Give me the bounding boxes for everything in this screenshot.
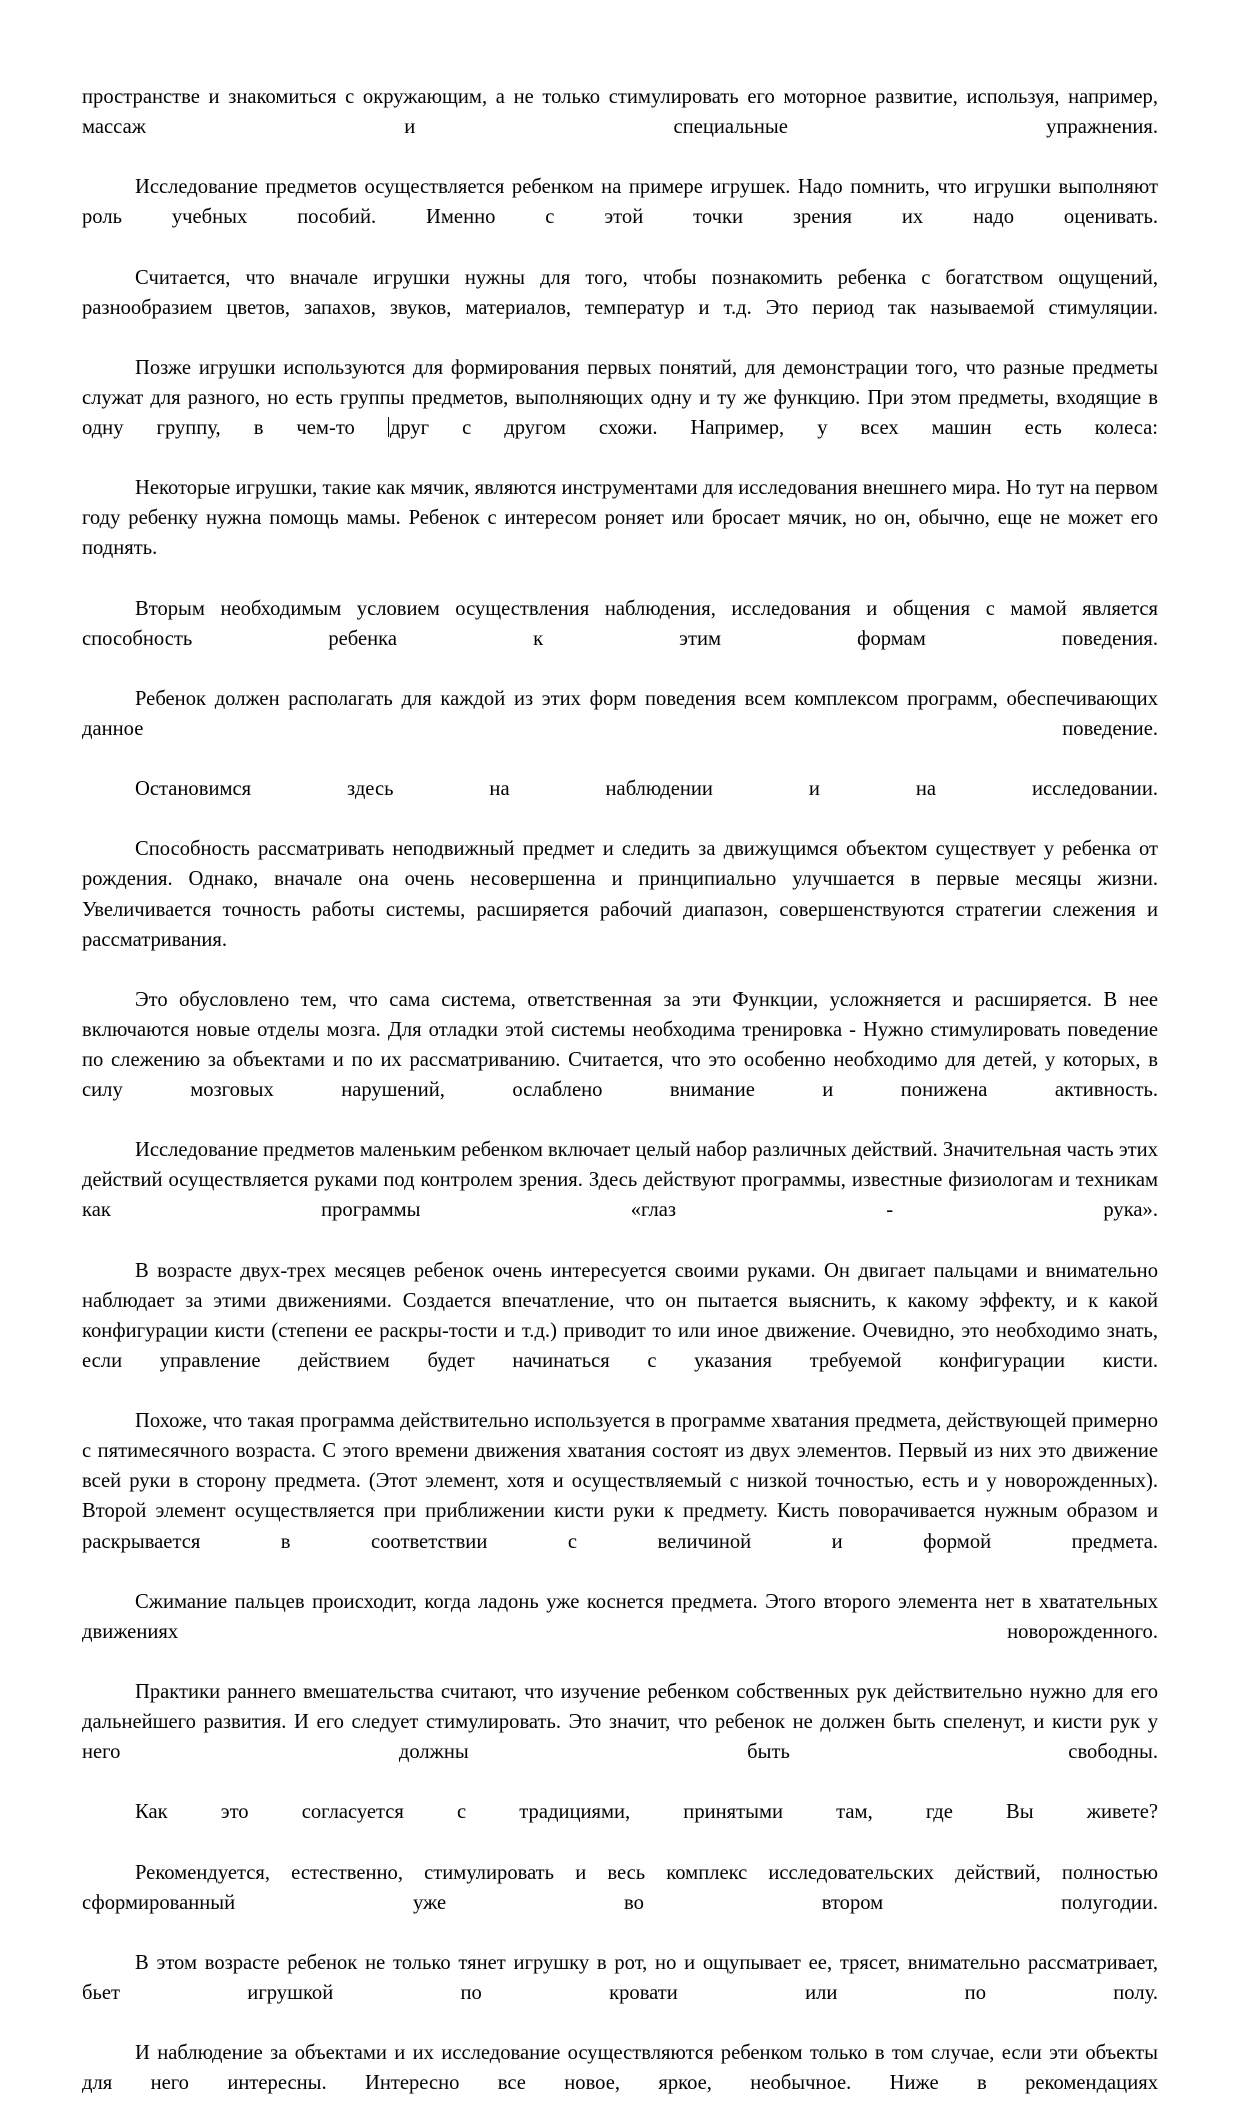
paragraph-4 (82, 353, 1158, 473)
paragraph-14: Сжимание пальцев происходит, когда ладонь уже коснется предмета. Этого второго элемента нет в хватательных движениях новорожденного. (82, 1590, 1158, 1643)
paragraph-13: Похоже, что такая программа действительно используется в программе хватания предмета, действующей примерно с пятимесячного возраста. С этого времени движения хватания состоят из двух элементов. Первый из них это движение всей руки в сторону предмета. (Этот элемент, хотя и осуществляемый с низкой точностью, есть и у новорожденных). Второй элемент осуществляется при приближении кисти руки к предмету. Кисть поворачивается нужным образом и раскрывается в соответствии с величиной и формой предмета. (82, 1410, 1158, 1553)
paragraph-2: Исследование предметов осуществляется ребенком на примере игрушек. Надо помнить, что игрушки выполняют роль учебных пособий. Именно с этой точки зрения их надо оценивать. (82, 176, 1158, 229)
paragraph-9: Способность рассматривать неподвижный предмет и следить за движущимся объектом существует у ребенка от рождения. Однако, вначале она очень несовершенна и принципиально улучшается в первые месяцы жизни. Увеличивается точность работы системы, расширяется рабочий диапазон, совершенствуются стратегии слежения и рассматривания. (82, 838, 1158, 951)
paragraph-15: Практики раннего вмешательства считают, что изучение ребенком собственных рук действительно нужно для его дальнейшего развития. И его следует стимулировать. Это значит, что ребенок не должен быть спеленут, и кисти рук у него должны быть свободны. (82, 1680, 1158, 1764)
paragraph-11: Исследование предметов маленьким ребенком включает целый набор различных действий. Значительная часть этих действий осуществляется руками под контролем зрения. Здесь действуют программы, известные физиологам и техникам как программы «глаз - рука». (82, 1139, 1158, 1222)
paragraph-6: Вторым необходимым условием осуществления наблюдения, исследования и общения с мамой является способность ребенка к этим формам поведения. (82, 597, 1158, 650)
paragraph-10: Это обусловлено тем, что сама система, ответственная за эти Функции, усложняется и расширяется. В нее включаются новые отделы мозга. Для отладки этой системы необходима тренировка - Нужно стимулировать поведение по слежению за объектами и по их рассматриванию. Считается, что это особенно необходимо для детей, у которых, в силу мозговых нарушений, ослаблено внимание и понижена активность. (82, 988, 1158, 1102)
paragraph-16: Как это согласуется с традициями, принятыми там, где Вы живете? (135, 1801, 1158, 1824)
paragraph-18: В этом возрасте ребенок не только тянет игрушку в рот, но и ощупывает ее, трясет, внимательно рассматривает, бьет игрушкой по кровати или по полу. (82, 1951, 1158, 2004)
paragraph-19: И наблюдение за объектами и их исследование осуществляются ребенком только в том случае, если эти объекты для него интересны. Интересно все новое, яркое, необычное. Ниже в рекомендациях (82, 2042, 1158, 2095)
paragraph-7: Ребенок должен располагать для каждой из этих форм поведения всем комплексом программ, обеспечивающих данное поведение. (82, 687, 1158, 740)
text-cursor-caret[interactable] (388, 417, 389, 437)
document-text-body (82, 82, 1158, 2128)
paragraph-1: пространстве и знакомиться с окружающим, а не только стимулировать его моторное развитие, используя, например, массаж и специальные упражнения. (82, 86, 1158, 139)
paragraph-17: Рекомендуется, естественно, стимулировать и весь комплекс исследовательских действий, полностью сформированный уже во втором полугодии. (82, 1861, 1158, 1914)
paragraph-8: Остановимся здесь на наблюдении и на исследовании. (135, 778, 1158, 801)
paragraph-3: Считается, что вначале игрушки нужны для того, чтобы познакомить ребенка с богатством ощущений, разнообразием цветов, запахов, звуков, материалов, температур и т.д. Это период так называемой стимуляции. (82, 266, 1158, 319)
paragraph-4-text-after-caret: друг с другом схожи. Например, у всех машин есть колеса: (389, 417, 1158, 440)
paragraph-5: Некоторые игрушки, такие как мячик, являются инструментами для исследования внешнего мира. Но тут на первом году ребенку нужна помощь мамы. Ребенок с интересом роняет или бросает мячик, но он, обычно, еще не может его поднять. (82, 477, 1158, 560)
paragraph-4-text-before-caret: Позже игрушки используются для формирования первых понятий, для демонстрации того, что разные предметы служат для разного, но есть группы предметов, выполняющих одну и ту же функцию. При этом предметы, входящие в одну группу, в чем-то (82, 356, 1158, 440)
paragraph-12: В возрасте двух-трех месяцев ребенок очень интересуется своими руками. Он двигает пальцами и внимательно наблюдает за этими движениями. Создается впечатление, что он пытается выяснить, к какому эффекту, и к какой конфигурации кисти (степени ее раскры-тости и т.д.) приводит то или иное движение. Очевидно, это необходимо знать, если управление действием будет начинаться с указания требуемой конфигурации кисти. (82, 1259, 1158, 1372)
